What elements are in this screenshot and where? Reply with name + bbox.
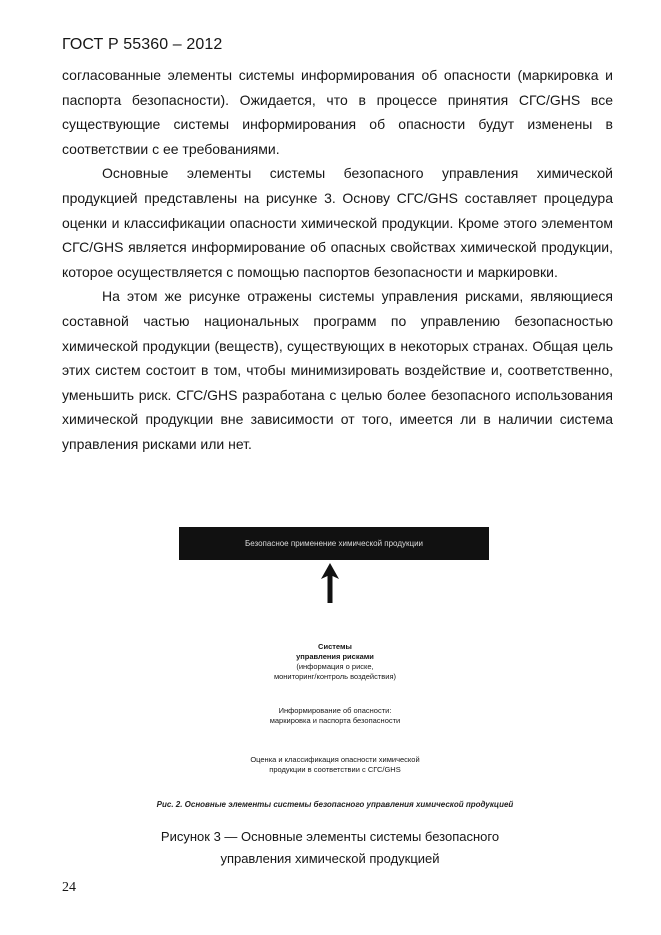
figure-caption-line-2: управления химической продукцией	[220, 851, 440, 866]
figure-caption-line-1: Рисунок 3 — Основные элементы системы безопасного	[160, 829, 500, 844]
risk-management-title: Системы	[318, 642, 352, 651]
paragraph-2: Основные элементы системы безопасного управления химической продукцией представлены на рисунке 3. Основу СГС/GHS составляет процедура оценки и классификации опасности химической продукции. Кроме этого элементом СГС/GHS является информирование об опасных свойствах химической продукции, которое осуществляется с помощью паспортов безопасности и маркировки.	[62, 165, 613, 280]
paragraph-1: согласованные элементы системы информирования об опасности (маркировка и паспорта безопасности). Ожидается, что в процессе принятия СГС/GHS все существующие системы информирования об опасности будут изменены в соответствии с ее требованиями.	[62, 67, 613, 157]
figure-top-bar	[179, 527, 489, 560]
document-header: ГОСТ Р 55360 – 2012	[62, 36, 223, 53]
paragraph-3: На этом же рисунке отражены системы управления рисками, являющиеся составной частью национальных программ по управлению безопасностью химической продукции (веществ), существующих в некоторых странах. Общая цель этих систем состоит в том, чтобы минимизировать воздействие и, соответственно, уменьшить риск. СГС/GHS разработана с целью более безопасного использования химической продукции вне зависимости от того, имеется ли в наличии система управления рисками или нет.	[62, 288, 613, 452]
figure-inner-caption: Рис. 2. Основные элементы системы безопасного управления химической продукцией	[156, 800, 514, 809]
classification-line-2: продукции в соответствии с СГС/GHS	[269, 765, 401, 774]
figure-block-hazard-communication	[180, 706, 490, 726]
hazard-communication-line-1: Информирование об опасности:	[278, 706, 392, 715]
body-text	[62, 63, 613, 457]
risk-management-note-1: (информация о риске,	[296, 662, 374, 671]
figure-block-risk-management	[180, 642, 490, 682]
hazard-communication-line-2: маркировка и паспорта безопасности	[269, 716, 401, 725]
risk-management-note-2: мониторинг/контроль воздействия)	[273, 672, 397, 681]
classification-line-1: Оценка и классификация опасности химической	[250, 755, 420, 764]
figure-caption	[140, 826, 520, 870]
risk-management-subtitle: управления рисками	[296, 652, 374, 661]
figure-top-bar-label: Безопасное применение химической продукции	[244, 539, 424, 548]
figure-block-classification	[180, 755, 490, 775]
arrow-up-icon	[318, 562, 342, 604]
page-number: 24	[62, 880, 76, 895]
